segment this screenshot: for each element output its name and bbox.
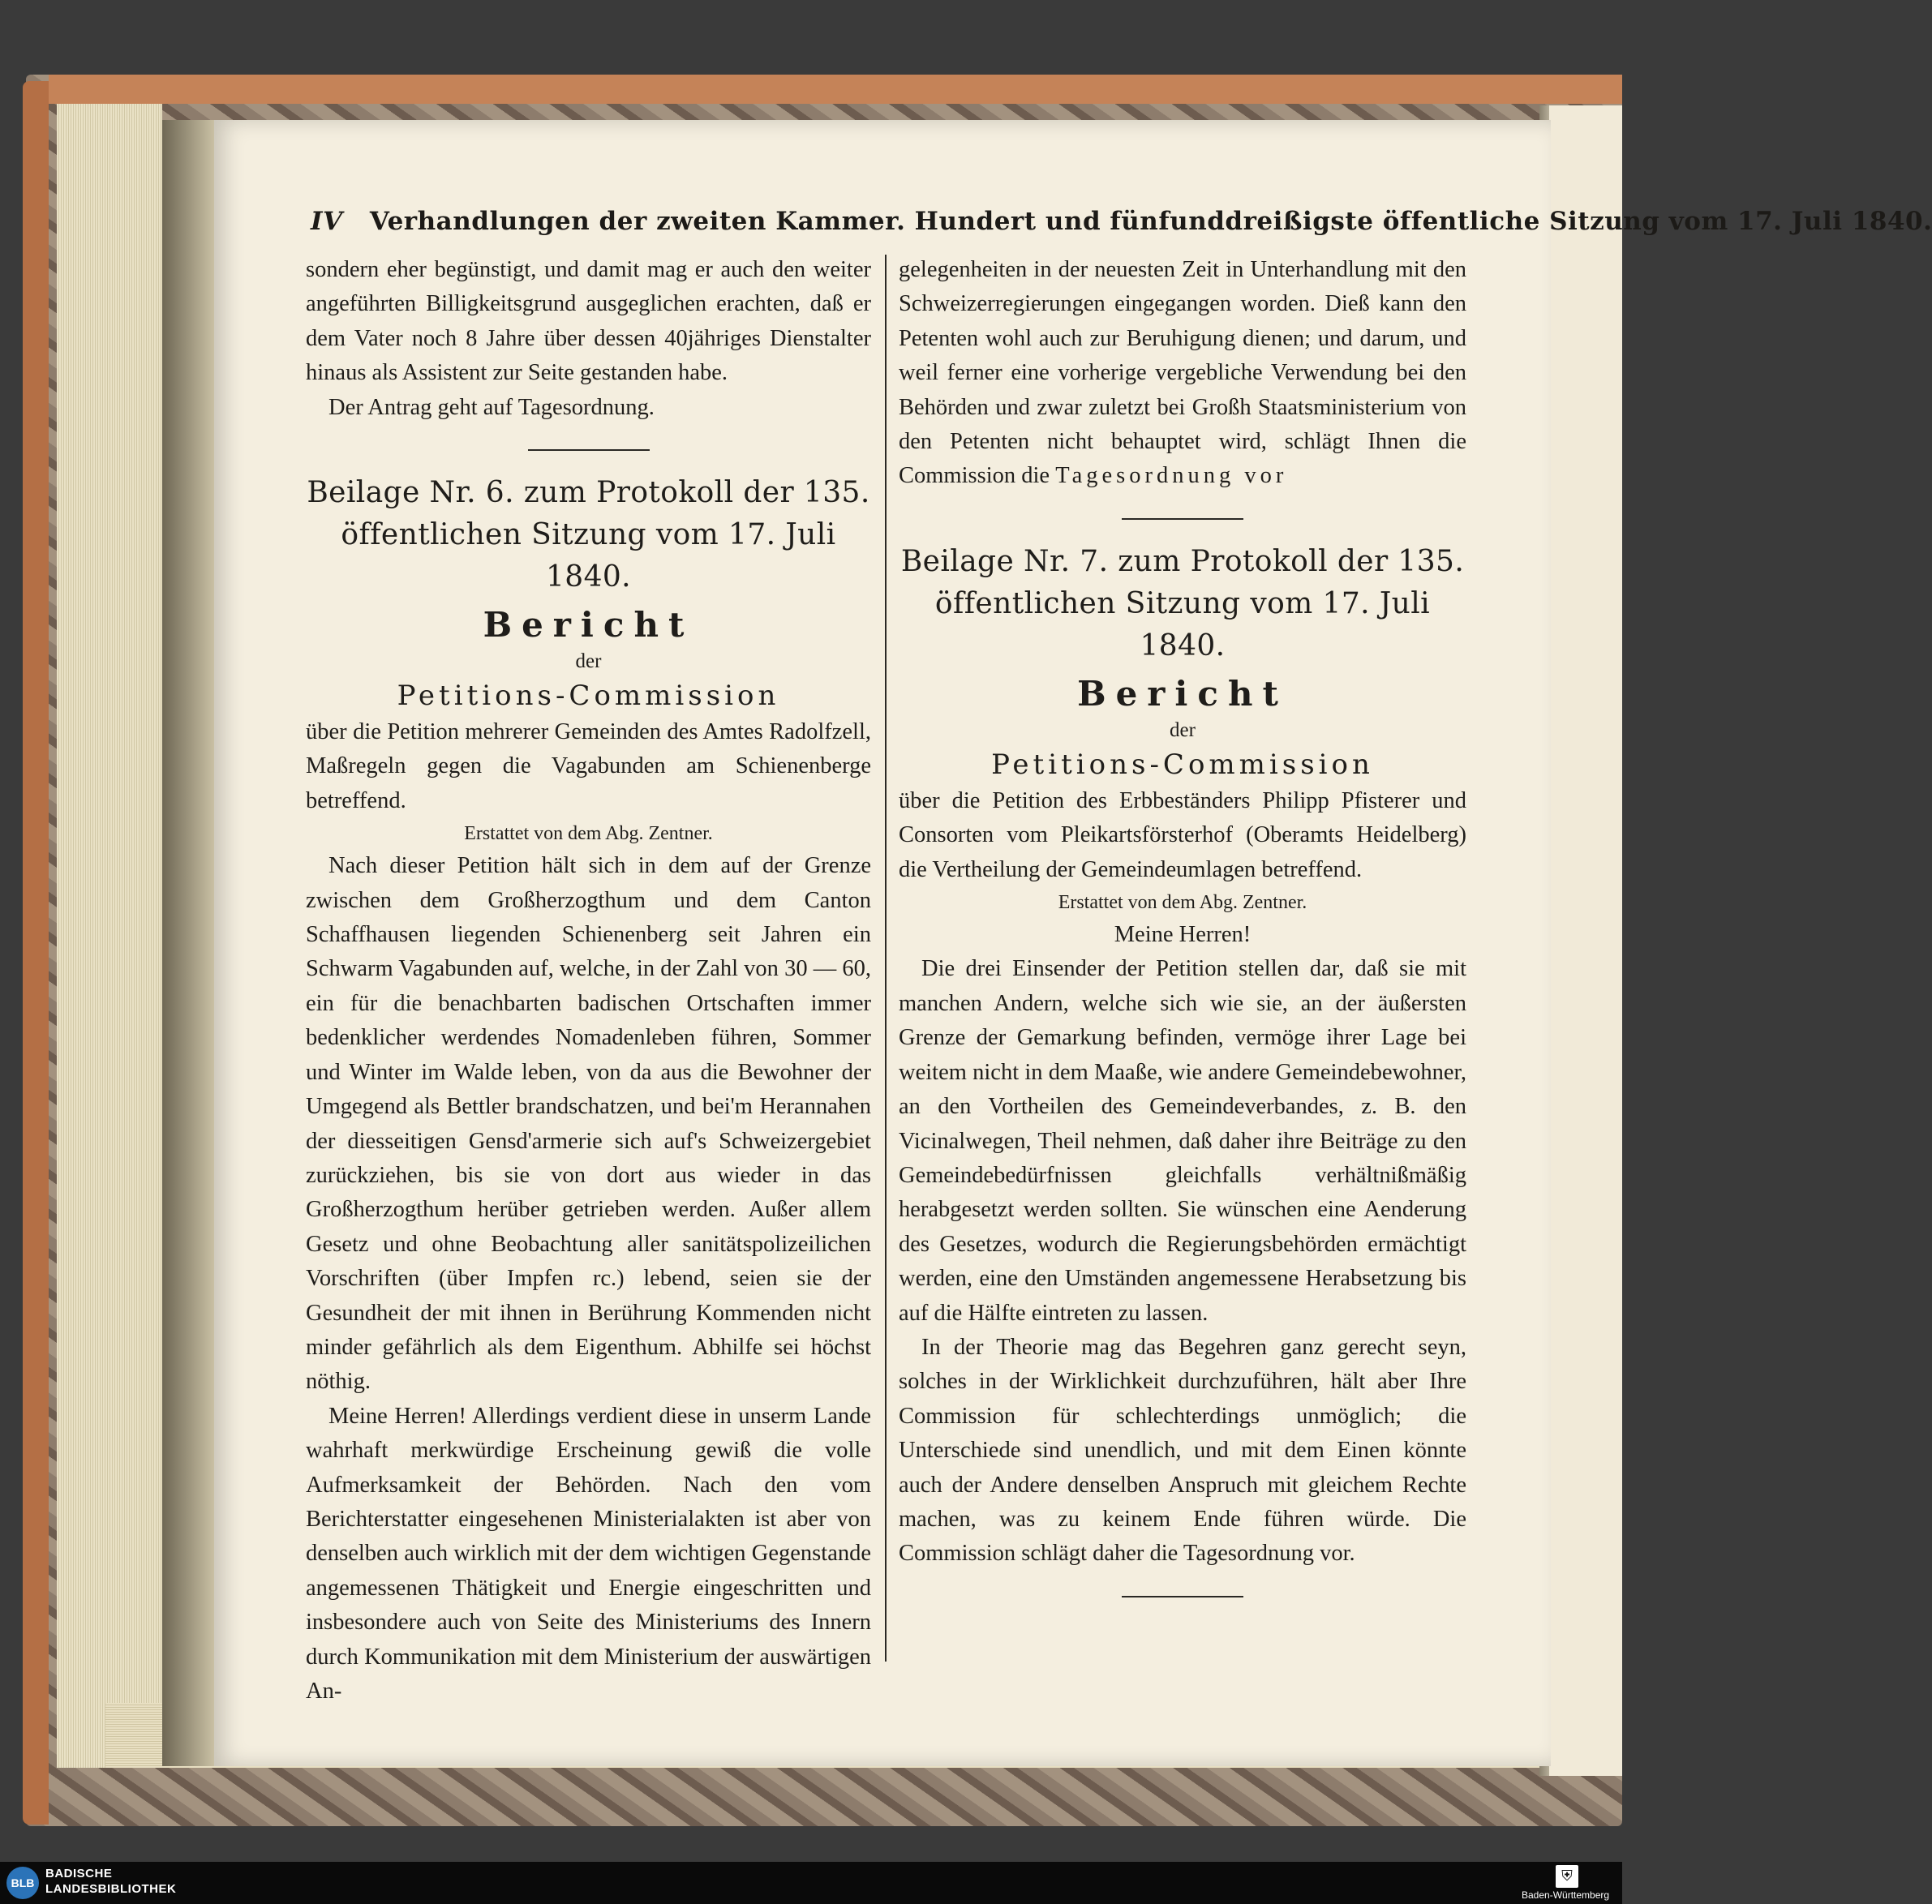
report-subject: über die Petition des Erbbeständers Philipp Pfisterer und Consorten vom Pleikartsförsterhof (Oberamts Heidelberg) die Vertheilung der Gemeindeumlagen betreffend.	[899, 787, 1466, 882]
right-column	[899, 253, 1466, 1619]
report-heading: Bericht	[1077, 673, 1288, 714]
blb-logo-icon[interactable]: BLB	[6, 1867, 39, 1899]
page-number: IV	[311, 207, 343, 236]
running-title: Verhandlungen der zweiten Kammer. Hundert und fünfunddreißigste öffentliche Sitzung vom 17. Juli 1840.	[369, 207, 1932, 236]
salutation: Meine Herren!	[1114, 922, 1252, 948]
beilage-title: Beilage Nr. 6. zum Protokoll der 135. öffentlichen Sitzung vom 17. Juli 1840.	[307, 476, 870, 594]
section-rule	[1122, 518, 1243, 520]
left-column	[306, 253, 871, 1709]
commission-title: Petitions-Commission	[397, 680, 780, 713]
column-divider	[885, 255, 887, 1662]
library-name-line2: LANDESBIBLIOTHEK	[45, 1882, 177, 1896]
cover-edge	[23, 81, 49, 1825]
page-stack	[57, 104, 162, 1768]
library-name-line1: BADISCHE	[45, 1867, 113, 1880]
viewer-footer	[0, 1862, 1622, 1904]
section-rule	[528, 449, 650, 451]
der-label: der	[575, 650, 602, 673]
region-label: Baden-Württemberg	[1522, 1889, 1610, 1901]
report-heading: Bericht	[483, 605, 694, 645]
motion-text: Der Antrag geht auf Tagesordnung.	[328, 394, 655, 420]
beilage-title: Beilage Nr. 7. zum Protokoll der 135. öffentlichen Sitzung vom 17. Juli 1840.	[900, 544, 1465, 663]
facing-page	[1549, 105, 1622, 1776]
report-paragraph: In der Theorie mag das Begehren ganz gerecht seyn, solches in der Wirklichkeit durchzuführen, hält aber Ihre Commission für schlechterdings unmöglich; die Unterschiede sind unendlich, und mit dem Einen könnte auch der Andere denselben Anspruch mit gleichem Rechte machen, was zu keinem Ende führen würde. Die Commission schlägt daher die Tagesordnung vor.	[899, 1334, 1466, 1567]
commission-title: Petitions-Commission	[991, 748, 1374, 781]
report-paragraph: Nach dieser Petition hält sich in dem auf der Grenze zwischen dem Großherzogthum und dem Canton Schaffhausen liegenden Schienenberg seit Jahren ein Schwarm Vagabunden auf, welche, in der Zahl von 30 — 60, ein für die benachbarten badischen Ortschaften immer bedenklicher werdendes Nomadenleben führen, Sommer und Winter im Walde leben, von da aus die Bewohner der Umgegend als Bettler brandschatzen, und bei'm Herannahen der diesseitigen Gensd'armerie sich auf's Schweizergebiet zurückziehen, bis sie von dort aus wieder in das Großherzogthum herüber getrieben werden. Außer allem Gesetz und ohne Beobachtung aller sanitätspolizeilichen Vorschriften (über Impfen rc.) lebend, seien sie der Gesundheit der mit ihnen in Berührung Kommenden nicht minder gefährlich als dem Eigenthum. Abhilfe sei höchst nöthig.	[306, 853, 871, 1395]
reporter-line: Erstattet von dem Abg. Zentner.	[1058, 892, 1307, 914]
book-headband	[49, 75, 1622, 104]
continuation-body: gelegenheiten in der neuesten Zeit in Unterhandlung mit den Schweizerregierungen eingegangen worden. Dieß kann den Petenten wohl auch zur Beruhigung dienen; und darum, und weil ferner eine vorherige vergebliche Verwendung bei den Behörden und zwar zuletzt bei Großh Staatsministerium von den Petenten nicht behauptet wird, schlägt Ihnen die Commission die	[899, 257, 1466, 489]
continuation-text: sondern eher begünstigt, und damit mag er auch den weiter angeführten Billigkeitsgrund ausgeglichen erachten, daß er dem Vater noch 8 Jahre über dessen 40jähriges Dienstalter hinaus als Assistent zur Seite gestanden habe.	[306, 257, 871, 386]
report-paragraph: Meine Herren! Allerdings verdient diese in unserm Lande wahrhaft merkwürdige Erscheinung gewiß die volle Aufmerksamkeit der Behörden. Nach den vom Berichterstatter eingesehenen Ministerialakten ist aber von denselben auch wirklich mit der dem wichtigen Gegenstande angemessenen Thätigkeit und Energie eingeschritten und insbesondere auch von Seite des Ministeriums des Innern durch Kommunikation mit dem Ministerium der auswärtigen An-	[306, 1403, 871, 1704]
gutter-shadow	[162, 120, 214, 1766]
continuation-end: Tagesordnung vor	[1055, 463, 1288, 489]
section-rule	[1122, 1596, 1243, 1597]
library-name[interactable]	[45, 1866, 176, 1897]
report-subject: über die Petition mehrerer Gemeinden des Amtes Radolfzell, Maßregeln gegen die Vagabunden am Schienenberge betreffend.	[306, 719, 871, 813]
running-header	[311, 207, 1932, 236]
crest-icon: ⛨	[1556, 1865, 1578, 1888]
reporter-line: Erstattet von dem Abg. Zentner.	[464, 823, 713, 845]
continuation-text	[899, 253, 1466, 494]
der-label: der	[1170, 718, 1196, 741]
report-paragraph: Die drei Einsender der Petition stellen dar, daß sie mit manchen Andern, welche sich wie sie, an der äußersten Grenze der Gemarkung befinden, vermöge ihrer Lage bei weitem nicht in dem Maaße, wie andere Gemeindebewohner, an den Vortheilen des Gemeindeverbandes, z. B. den Vicinalwegen, Theil nehmen, daß daher ihre Beiträge zu den Gemeindebedürfnissen gleichfalls verhältnißmäßig herabgesetzt werden sollten. Sie wünschen eine Aenderung des Gesetzes, wodurch die Regierungsbehörden ermächtigt werden, eine den Umständen angemessene Herabsetzung bis auf die Hälfte eintreten zu lassen.	[899, 956, 1466, 1326]
